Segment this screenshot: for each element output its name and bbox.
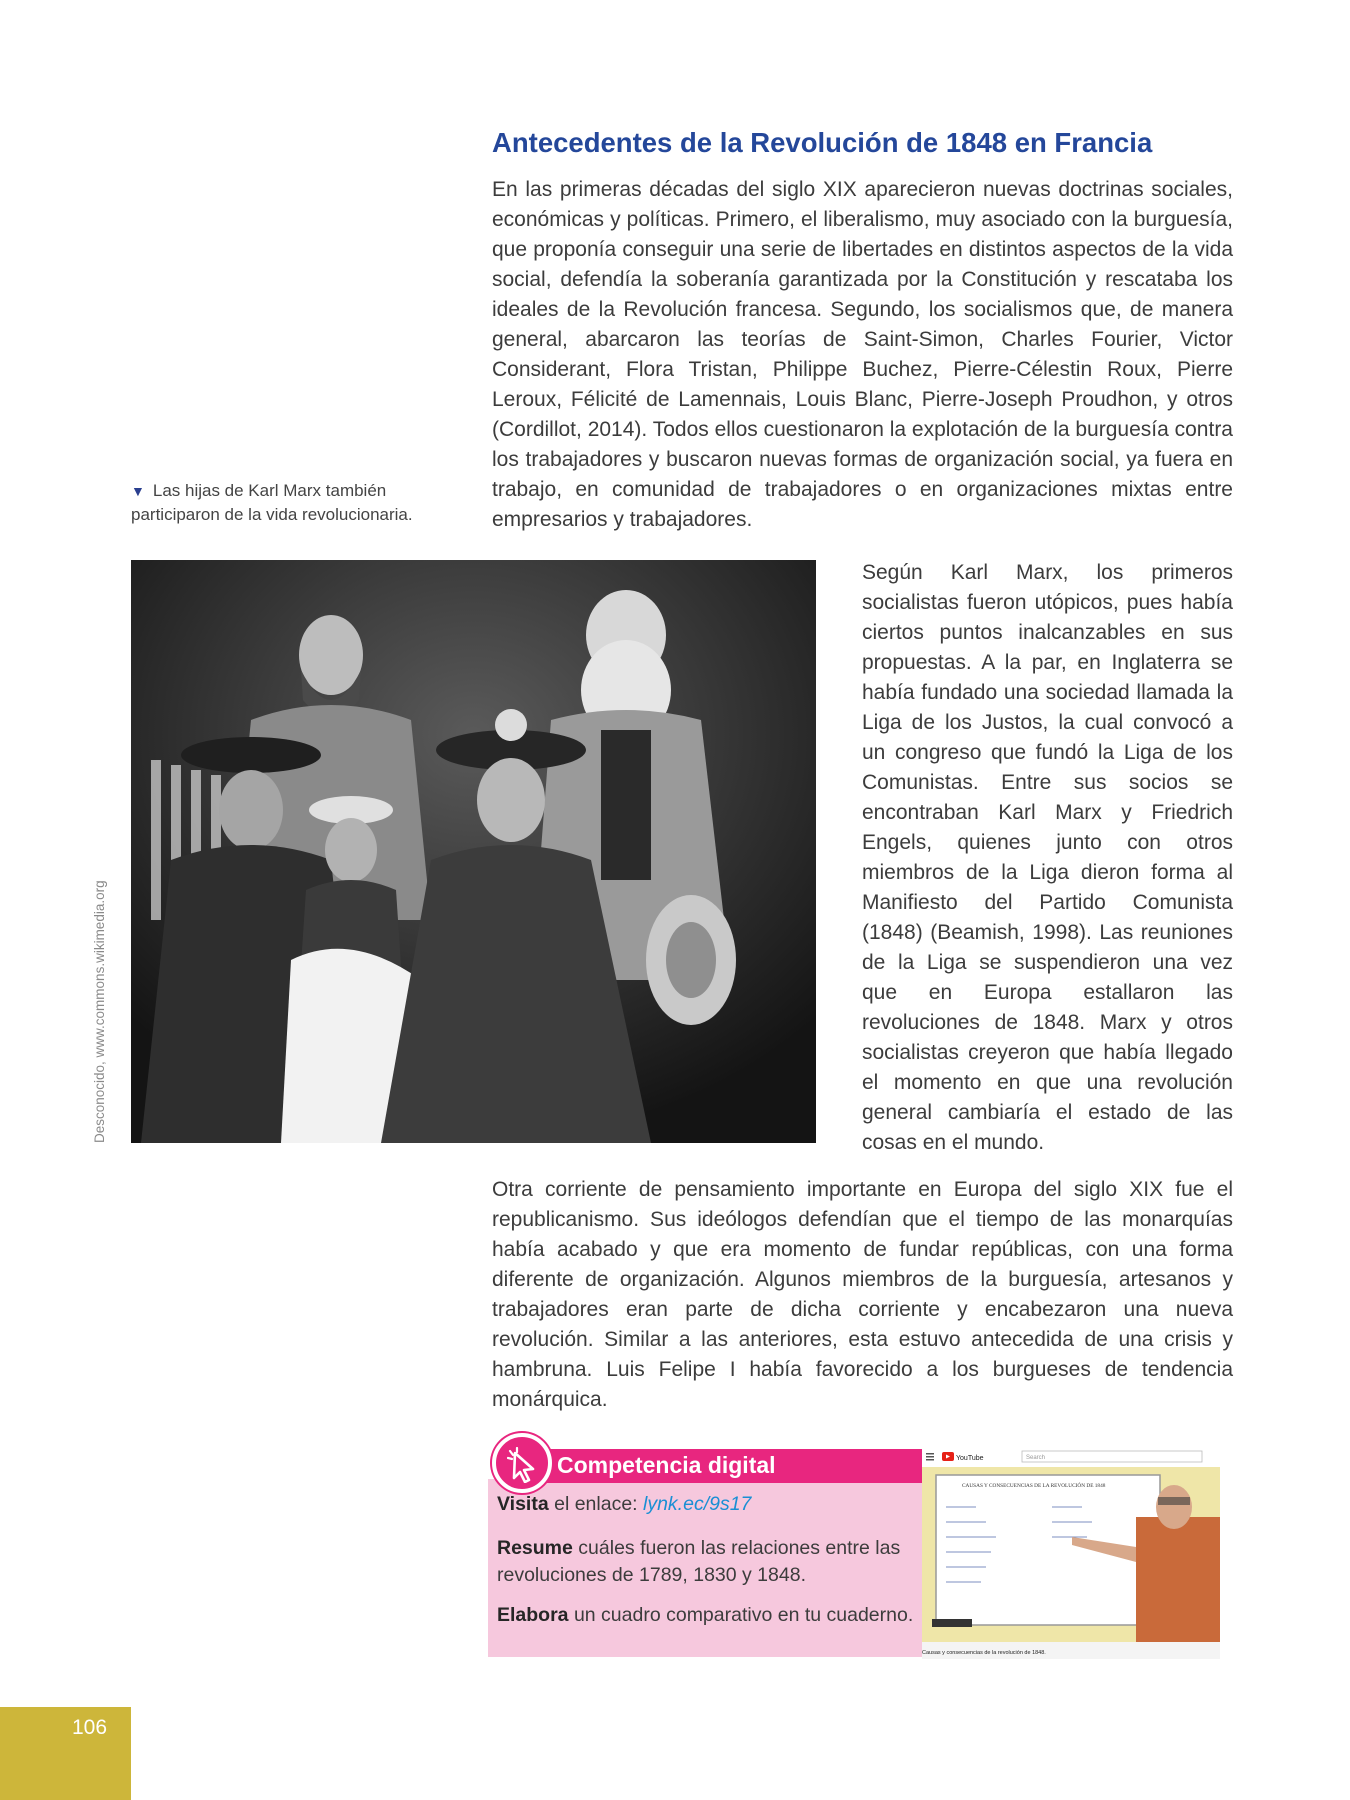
- video-thumbnail[interactable]: [922, 1447, 1220, 1659]
- resume-text: cuáles fueron las relaciones entre las revoluciones de 1789, 1830 y 1848.: [497, 1537, 901, 1586]
- paragraph-marx-league: Según Karl Marx, los primeros socialistas fueron utópicos, pues había ciertos puntos inalcanzables en sus propuestas. A la par, en Inglaterra se había fundado una sociedad llamada la Liga de los Justos, la cual convocó a un congreso que fundó la Liga de los Comunistas. Entre sus socios se encontraban Karl Marx y Friedrich Engels, quienes junto con otros miembros de la Liga dieron forma al Manifiesto del Partido Comunista (1848) (Beamish, 1998). Las reuniones de la Liga se suspendieron una vez que en Europa estallaron las revoluciones de 1848. Marx y otros socialistas creyeron que había llegado el momento en que una revolución general cambiaría el estado de las cosas en el mundo.: [862, 561, 1233, 1154]
- cursor-click-icon: [492, 1433, 552, 1493]
- photo-caption: [131, 479, 451, 526]
- caption-triangle-icon: ▼: [131, 483, 145, 499]
- video-title: Causas y consecuencias de la revolución de 1848.: [922, 1650, 1046, 1656]
- resume-label: Resume: [497, 1537, 573, 1559]
- presenter-figure: [1136, 1517, 1220, 1642]
- page-number: 106: [72, 1716, 108, 1739]
- historical-photo: [131, 560, 816, 1143]
- competencia-digital-title: Competencia digital: [557, 1452, 776, 1478]
- menu-icon: [926, 1453, 934, 1461]
- paragraph-liberalism-socialism: En las primeras décadas del siglo XIX aparecieron nuevas doctrinas sociales, económicas y políticas. Primero, el liberalismo, muy asociado con la burguesía, que proponía conseguir una serie de libertades en distintos aspectos de la vida social, defendía la soberanía garantizada por la Constitución y rescataba los ideales de la Revolución francesa. Segundo, los socialismos que, de manera general, abarcaron las teorías de Saint-Simon, Charles Fourier, Victor Considerant, Flora Tristan, Philippe Buchez, Pierre-Célestin Roux, Pierre Leroux, Félicité de Lamennais, Louis Blanc, Pierre-Joseph Proudhon, y otros (Cordillot, 2014). Todos ellos cuestionaron la explotación de la burguesía contra los trabajadores y buscaron nuevas formas de organización social, ya fuera en trabajo, en comunidad de trabajadores o en organizaciones mixtas entre empresarios y trabajadores.: [492, 178, 1233, 531]
- caption-text: Las hijas de Karl Marx también participaron de la vida revolucionaria.: [131, 481, 413, 524]
- elabora-label: Elabora: [497, 1604, 569, 1626]
- youtube-label: YouTube: [956, 1455, 984, 1462]
- paragraph-republicanism: Otra corriente de pensamiento importante en Europa del siglo XIX fue el republicanismo. Sus ideólogos defendían que el tiempo de las monarquías había acabado y que era momento de fundar repúblicas, con una forma diferente de organización. Algunos miembros de la burguesía, artesanos y trabajadores eran parte de dicha corriente y encabezaron una nueva revolución. Similar a las anteriores, esta estuvo antecedida de una crisis y hambruna. Luis Felipe I había favorecido a los burgueses de tendencia monárquica.: [492, 1178, 1233, 1411]
- elabora-instruction: [497, 1602, 917, 1629]
- elabora-text: un cuadro comparativo en tu cuaderno.: [568, 1604, 914, 1626]
- resource-link[interactable]: lynk.ec/9s17: [643, 1493, 752, 1515]
- whiteboard-title: CAUSAS Y CONSECUENCIAS DE LA REVOLUCIÓN DE 1848: [962, 1483, 1106, 1489]
- visit-label: Visita: [497, 1493, 549, 1515]
- resume-instruction: [497, 1535, 917, 1589]
- video-search-box[interactable]: [1022, 1451, 1202, 1462]
- page-number-band: [0, 1707, 131, 1800]
- video-search-placeholder: Search: [1026, 1455, 1046, 1461]
- visit-instruction: [497, 1491, 917, 1518]
- visit-text: el enlace:: [548, 1493, 643, 1515]
- photo-credit: Desconocido, www.commons.wikimedia.org: [92, 880, 107, 1143]
- family-photo-illustration: [131, 560, 816, 1143]
- article-title: Antecedentes de la Revolución de 1848 en Francia: [492, 127, 1153, 158]
